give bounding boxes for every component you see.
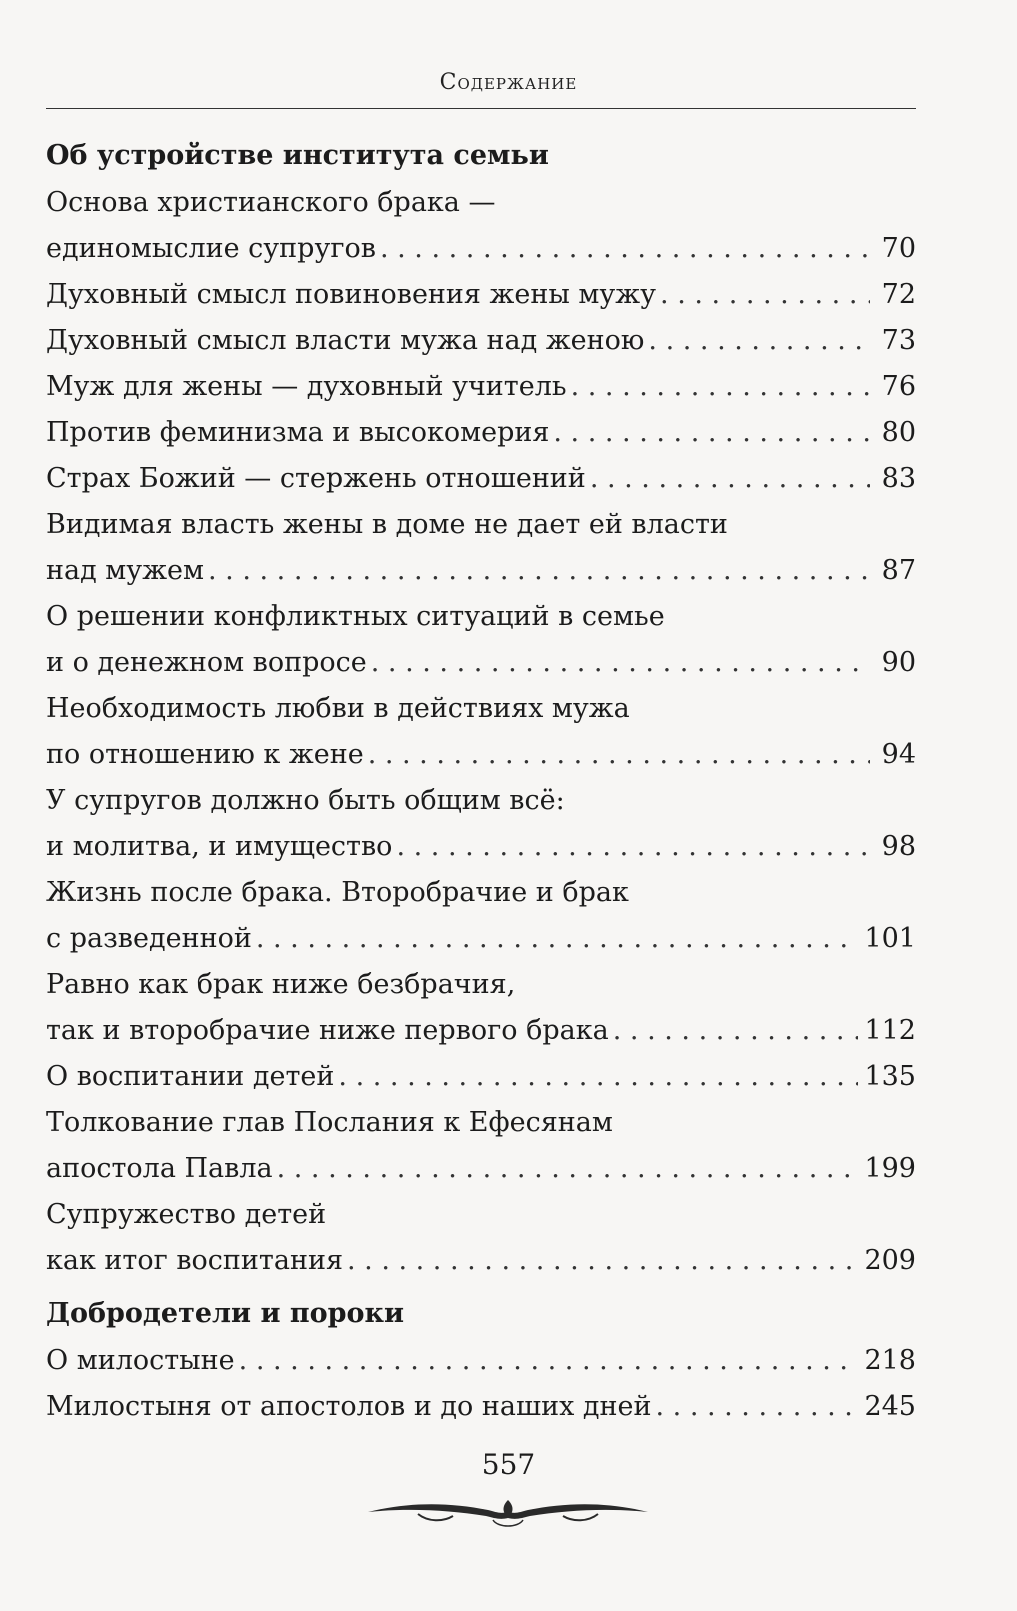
toc-entry-title: с разведенной xyxy=(46,923,252,954)
toc-entry[interactable] xyxy=(46,410,916,456)
toc-page-number: 72 xyxy=(881,279,916,310)
dot-leader xyxy=(380,226,870,272)
dot-leader xyxy=(277,1146,859,1192)
toc-page-number: 73 xyxy=(881,325,916,356)
dot-leader xyxy=(613,1008,859,1054)
toc-entry[interactable] xyxy=(46,272,916,318)
toc-entry[interactable] xyxy=(46,778,916,870)
toc-entry-line xyxy=(46,870,916,916)
toc-entry[interactable] xyxy=(46,364,916,410)
toc-page-number: 90 xyxy=(881,647,916,678)
toc-entry-title: и молитва, и имущество xyxy=(46,831,393,862)
dot-leader xyxy=(368,732,870,778)
toc-entry-title: Милостыня от апостолов и до наших дней xyxy=(46,1391,652,1422)
dot-leader xyxy=(660,272,870,318)
toc-entry-title: над мужем xyxy=(46,555,205,586)
toc-page-number: 87 xyxy=(881,555,916,586)
toc-entry-title: У супругов должно быть общим всё: xyxy=(46,785,565,816)
toc-entry-line xyxy=(46,1384,916,1430)
toc-entry-title: апостола Павла xyxy=(46,1153,273,1184)
toc-entry[interactable] xyxy=(46,686,916,778)
toc-entry-line xyxy=(46,502,916,548)
toc-page-number: 218 xyxy=(864,1345,916,1376)
toc-entry-line xyxy=(46,1192,916,1238)
toc-entry[interactable] xyxy=(46,456,916,502)
dot-leader xyxy=(338,1054,858,1100)
toc-page-number: 80 xyxy=(881,417,916,448)
toc-entry-line xyxy=(46,778,916,824)
toc-entry-line xyxy=(46,1146,916,1192)
toc-entry-line xyxy=(46,180,916,226)
toc-entry-line xyxy=(46,410,916,456)
toc-page-number: 83 xyxy=(881,463,916,494)
toc-entry-title: единомыслие супругов xyxy=(46,233,376,264)
toc-page-number: 245 xyxy=(864,1391,916,1422)
dot-leader xyxy=(256,916,859,962)
toc-page-number: 112 xyxy=(864,1015,916,1046)
toc-entry-line xyxy=(46,226,916,272)
running-head: Содержание xyxy=(439,70,578,95)
toc-entry[interactable] xyxy=(46,1338,916,1384)
toc-entry-line xyxy=(46,824,916,870)
toc-entry-line xyxy=(46,548,916,594)
dot-leader xyxy=(208,548,870,594)
toc-entry-line xyxy=(46,962,916,1008)
header-rule xyxy=(46,108,916,109)
toc-entry-title: Жизнь после брака. Второбрачие и брак xyxy=(46,877,629,908)
dot-leader xyxy=(648,318,870,364)
toc-entry[interactable] xyxy=(46,180,916,272)
dot-leader xyxy=(396,824,870,870)
toc-entry-title: Супружество детей xyxy=(46,1199,327,1230)
toc-entry-title: Видимая власть жены в доме не дает ей власти xyxy=(46,509,728,540)
dot-leader xyxy=(239,1338,859,1384)
toc-entry-line xyxy=(46,456,916,502)
page-number: 557 xyxy=(481,1448,536,1481)
ornament-flourish-icon xyxy=(358,1492,658,1532)
toc-entry-line xyxy=(46,1054,916,1100)
toc-entry-title: О воспитании детей xyxy=(46,1061,335,1092)
toc-entry-title: так и второбрачие ниже первого брака xyxy=(46,1015,609,1046)
toc-entry-title: О милостыне xyxy=(46,1345,235,1376)
section-title: Об устройстве института семьи xyxy=(46,140,549,171)
dot-leader xyxy=(571,364,870,410)
dot-leader xyxy=(371,640,870,686)
toc-entry-title: Основа христианского брака — xyxy=(46,187,496,218)
dot-leader xyxy=(655,1384,858,1430)
dot-leader xyxy=(347,1238,858,1284)
toc-entry[interactable] xyxy=(46,1054,916,1100)
toc-entry[interactable] xyxy=(46,318,916,364)
dot-leader xyxy=(590,456,870,502)
toc-page-number: 209 xyxy=(864,1245,916,1276)
toc-page-number: 70 xyxy=(881,233,916,264)
toc-entry-line xyxy=(46,272,916,318)
toc-page-number: 98 xyxy=(881,831,916,862)
toc-entry-title: Необходимость любви в действиях мужа xyxy=(46,693,630,724)
table-of-contents xyxy=(46,132,916,1430)
toc-entry[interactable] xyxy=(46,594,916,686)
toc-entry[interactable] xyxy=(46,1192,916,1284)
toc-entry-title: Страх Божий — стержень отношений xyxy=(46,463,586,494)
toc-entry-line xyxy=(46,1238,916,1284)
toc-entry-title: Против феминизма и высокомерия xyxy=(46,417,550,448)
toc-entry-line xyxy=(46,732,916,778)
toc-page-number: 101 xyxy=(864,923,916,954)
toc-entry[interactable] xyxy=(46,1100,916,1192)
section-title: Добродетели и пороки xyxy=(46,1298,405,1329)
toc-page-number: 94 xyxy=(881,739,916,770)
toc-entry[interactable] xyxy=(46,962,916,1054)
toc-entry-line xyxy=(46,318,916,364)
toc-entry-title: Муж для жены — духовный учитель xyxy=(46,371,567,402)
toc-entry-line xyxy=(46,1100,916,1146)
toc-entry-title: Равно как брак ниже безбрачия, xyxy=(46,969,516,1000)
toc-entry-line xyxy=(46,916,916,962)
toc-page-number: 199 xyxy=(864,1153,916,1184)
toc-page-number: 76 xyxy=(881,371,916,402)
toc-entry-line xyxy=(46,686,916,732)
toc-entry-title: Духовный смысл власти мужа над женою xyxy=(46,325,645,356)
toc-entry-title: и о денежном вопросе xyxy=(46,647,367,678)
toc-entry-line xyxy=(46,594,916,640)
toc-entry-title: О решении конфликтных ситуаций в семье xyxy=(46,601,665,632)
toc-entry-line xyxy=(46,364,916,410)
toc-entry-title: как итог воспитания xyxy=(46,1245,343,1276)
toc-entry[interactable] xyxy=(46,1384,916,1430)
toc-entry-line xyxy=(46,1338,916,1384)
toc-entry[interactable] xyxy=(46,870,916,962)
toc-entry-line xyxy=(46,1008,916,1054)
toc-entry[interactable] xyxy=(46,502,916,594)
dot-leader xyxy=(553,410,870,456)
toc-page-number: 135 xyxy=(864,1061,916,1092)
toc-entry-title: Духовный смысл повиновения жены мужу xyxy=(46,279,657,310)
toc-entry-title: Толкование глав Послания к Ефесянам xyxy=(46,1107,613,1138)
toc-entry-line xyxy=(46,640,916,686)
toc-entry-title: по отношению к жене xyxy=(46,739,364,770)
